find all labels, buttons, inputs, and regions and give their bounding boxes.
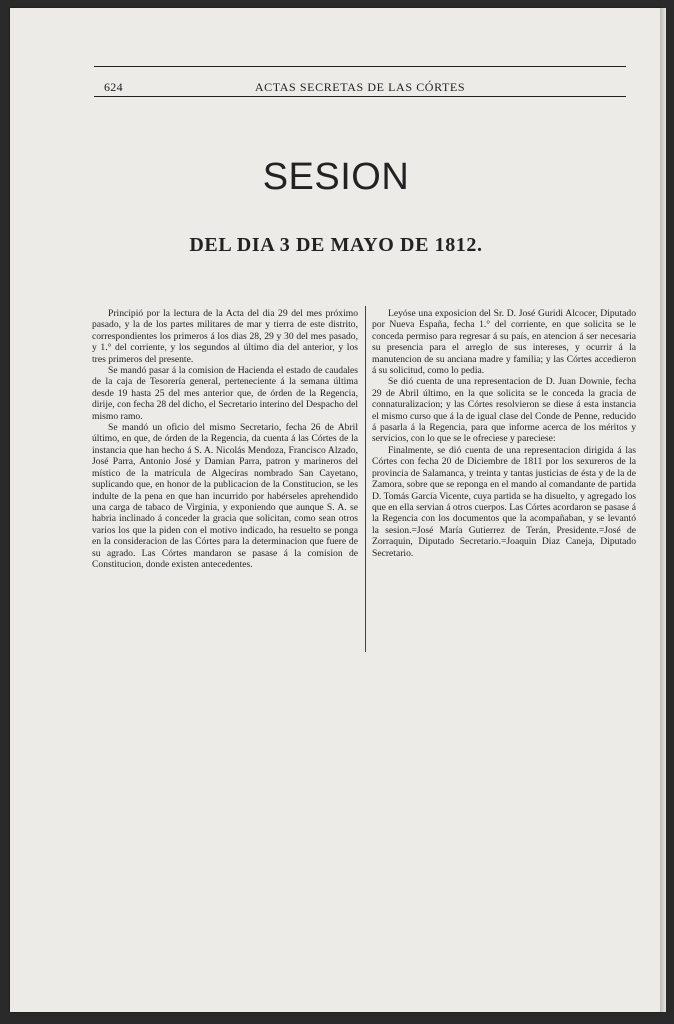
session-date: DEL DIA 3 DE MAYO DE 1812.	[189, 234, 483, 256]
header-rule-bottom	[94, 96, 626, 97]
left-column	[92, 308, 358, 570]
paragraph: Se mandó un oficio del mismo Secretario, fecha 26 de Abril último, en que, de órden de la Regencia, da cuenta á las Córtes de la instancia que han hecho á S. A. Nicolás Mendoza, Francisco Alzado, José Parra, Antonio José y Damian Parra, patron y marineros del místico de la matrícula de Algeciras nombrado San Cayetano, suplicando que, en honor de la publicacion de la Constitucion, se les indulte de la pena en que han incurrido por habérseles aprehendido una carga de tabaco de Virginia, y exponiendo que aunque S. A. se habria inclinado á conceder la gracia que solicitan, como sean otros varios los que la piden con el motivo indicado, ha resuelto se ponga en la consideracion de las Córtes para la determinacion que fuere de su agrado. Las Córtes mandaron se pasase á la comision de Constitucion, donde existen antecedentes.	[92, 422, 358, 570]
session-title: SESION	[262, 156, 410, 198]
page-edge	[660, 8, 666, 1012]
running-title: ACTAS SECRETAS DE LAS CÓRTES	[254, 80, 466, 94]
paragraph: Finalmente, se dió cuenta de una representacion dirigida á las Córtes con fecha 20 de Diciembre de 1811 por los sexureros de la provincia de Salamanca, y treinta y tantas justicias de ésta y de la de Zamora, sobre que se reponga en el mando al comandante de partida D. Tomás García Vicente, cuya partida se ha disuelto, y agregado los que en ella servian á otros cuerpos. Las Córtes acordaron se pasase á la Regencia con los documentos que la acompañaban, y se levantó la sesion.=José María Gutierrez de Terán, Presidente.=José de Zorraquin, Diputado Secretario.=Joaquin Diaz Caneja, Diputado Secretario.	[372, 444, 636, 559]
paragraph: Se dió cuenta de una representacion de D. Juan Downie, fecha 29 de Abril último, en la que solicita se le conceda la gracia de connaturalizacion; y las Córtes resolvieron se diese á esta instancia el mismo curso que á la de igual clase del Conde de Penne, reducido á pasarla á la Regencia, para que informe acerca de los méritos y servicios, con lo que se le ofreciese y pareciese:	[372, 376, 636, 445]
header-rule-top	[94, 66, 626, 67]
page-header	[94, 66, 626, 98]
paragraph: Leyóse una exposicion del Sr. D. José Guridi Alcocer, Diputado por Nueva España, fecha 1.° del corriente, en que solicita se le conceda permiso para regresar á su país, en atencion á ser necesaria su presencia para el arreglo de sus intereses, y ocurrir á la manutencion de su anciana madre y familia; y las Córtes accedieron á su solicitud, como lo pedia.	[372, 308, 636, 377]
right-column	[372, 308, 636, 559]
paragraph: Principió por la lectura de la Acta del dia 29 del mes próximo pasado, y la de los partes militares de mar y tierra de este distrito, correspondientes los primeros á los dias 28, 29 y 30 del mes pasado, y 1.° del corriente, y los segundos al último dia del anterior, y los tres primeros del presente.	[92, 308, 358, 365]
page-number: 624	[104, 80, 123, 94]
paragraph: Se mandó pasar á la comision de Hacienda el estado de caudales de la caja de Tesorería general, perteneciente á la semana última desde 19 hasta 25 del mes anterior que, de órden de la Regencia, dirije, con fecha 28 del dicho, el Secretario interino del Despacho del mismo ramo.	[92, 365, 358, 422]
column-divider	[365, 306, 366, 652]
